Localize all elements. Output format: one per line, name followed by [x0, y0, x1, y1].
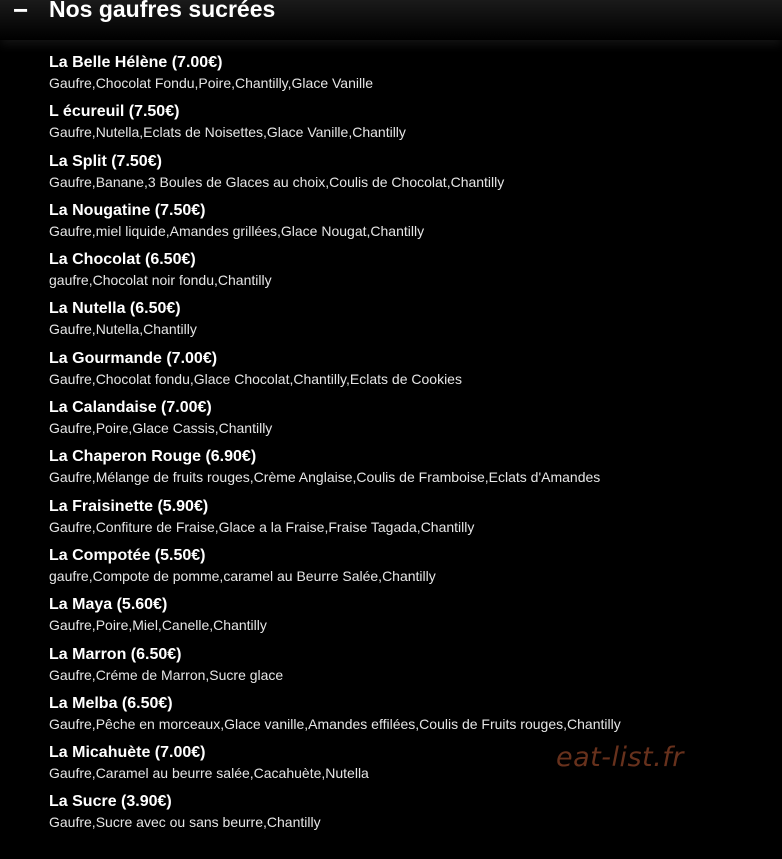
- item-description: Gaufre,Mélange de fruits rouges,Crème Anglaise,Coulis de Framboise,Eclats d'Amandes: [49, 469, 601, 486]
- item-title: La Chocolat (6.50€): [49, 251, 196, 269]
- menu-item: [49, 446, 621, 495]
- item-title: La Nutella (6.50€): [49, 300, 181, 318]
- menu-item: [49, 101, 621, 150]
- menu-item: [49, 496, 621, 545]
- menu-item: [49, 249, 621, 298]
- menu-list: [49, 52, 621, 841]
- item-description: Gaufre,Nutella,Chantilly: [49, 321, 197, 338]
- item-description: Gaufre,Sucre avec ou sans beurre,Chantilly: [49, 814, 321, 831]
- item-title: La Fraisinette (5.90€): [49, 497, 209, 515]
- item-description: gaufre,Compote de pomme,caramel au Beurre Salée,Chantilly: [49, 567, 436, 584]
- item-description: Gaufre,Chocolat Fondu,Poire,Chantilly,Glace Vanille: [49, 75, 373, 91]
- item-title: La Calandaise (7.00€): [49, 399, 212, 417]
- item-title: L écureuil (7.50€): [49, 103, 180, 121]
- menu-item: [49, 52, 621, 101]
- item-title: La Split (7.50€): [49, 152, 162, 170]
- item-title: La Belle Hélène (7.00€): [49, 54, 223, 71]
- watermark: eat-list.fr: [556, 742, 684, 773]
- menu-item: [49, 151, 621, 200]
- menu-item: [49, 742, 621, 791]
- item-description: Gaufre,Poire,Glace Cassis,Chantilly: [49, 420, 273, 437]
- item-title: La Maya (5.60€): [49, 596, 168, 614]
- menu-item: [49, 200, 621, 249]
- menu-item: [49, 644, 621, 693]
- item-description: Gaufre,Caramel au beurre salée,Cacahuète,Nutella: [49, 765, 369, 782]
- menu-item: [49, 594, 621, 643]
- item-description: Gaufre,Confiture de Fraise,Glace a la Fraise,Fraise Tagada,Chantilly: [49, 518, 475, 535]
- item-title: La Gourmande (7.00€): [49, 349, 218, 367]
- item-title: La Marron (6.50€): [49, 645, 182, 663]
- menu-item: [49, 545, 621, 594]
- item-description: Gaufre,Nutella,Eclats de Noisettes,Glace Vanille,Chantilly: [49, 124, 406, 141]
- section-title[interactable]: Nos gaufres sucrées: [49, 0, 276, 22]
- item-description: Gaufre,Créme de Marron,Sucre glace: [49, 666, 284, 683]
- item-description: gaufre,Chocolat noir fondu,Chantilly: [49, 272, 272, 289]
- item-title: La Micahuète (7.00€): [49, 744, 206, 762]
- item-description: Gaufre,Chocolat fondu,Glace Chocolat,Chantilly,Eclats de Cookies: [49, 370, 462, 387]
- item-description: Gaufre,Poire,Miel,Canelle,Chantilly: [49, 617, 267, 634]
- section-header: [0, 0, 782, 40]
- collapse-toggle[interactable]: −: [13, 0, 29, 25]
- item-title: La Melba (6.50€): [49, 694, 173, 712]
- item-title: La Chaperon Rouge (6.90€): [49, 448, 257, 466]
- menu-item: [49, 791, 621, 840]
- item-description: Gaufre,Pêche en morceaux,Glace vanille,Amandes effilées,Coulis de Fruits rouges,Chantilly: [49, 715, 621, 732]
- menu-item: [49, 397, 621, 446]
- item-title: La Sucre (3.90€): [49, 793, 172, 811]
- item-description: Gaufre,miel liquide,Amandes grillées,Glace Nougat,Chantilly: [49, 222, 425, 239]
- item-description: Gaufre,Banane,3 Boules de Glaces au choix,Coulis de Chocolat,Chantilly: [49, 173, 505, 190]
- item-title: La Nougatine (7.50€): [49, 201, 206, 219]
- menu-item: [49, 693, 621, 742]
- menu-item: [49, 348, 621, 397]
- item-title: La Compotée (5.50€): [49, 546, 206, 564]
- menu-item: [49, 298, 621, 347]
